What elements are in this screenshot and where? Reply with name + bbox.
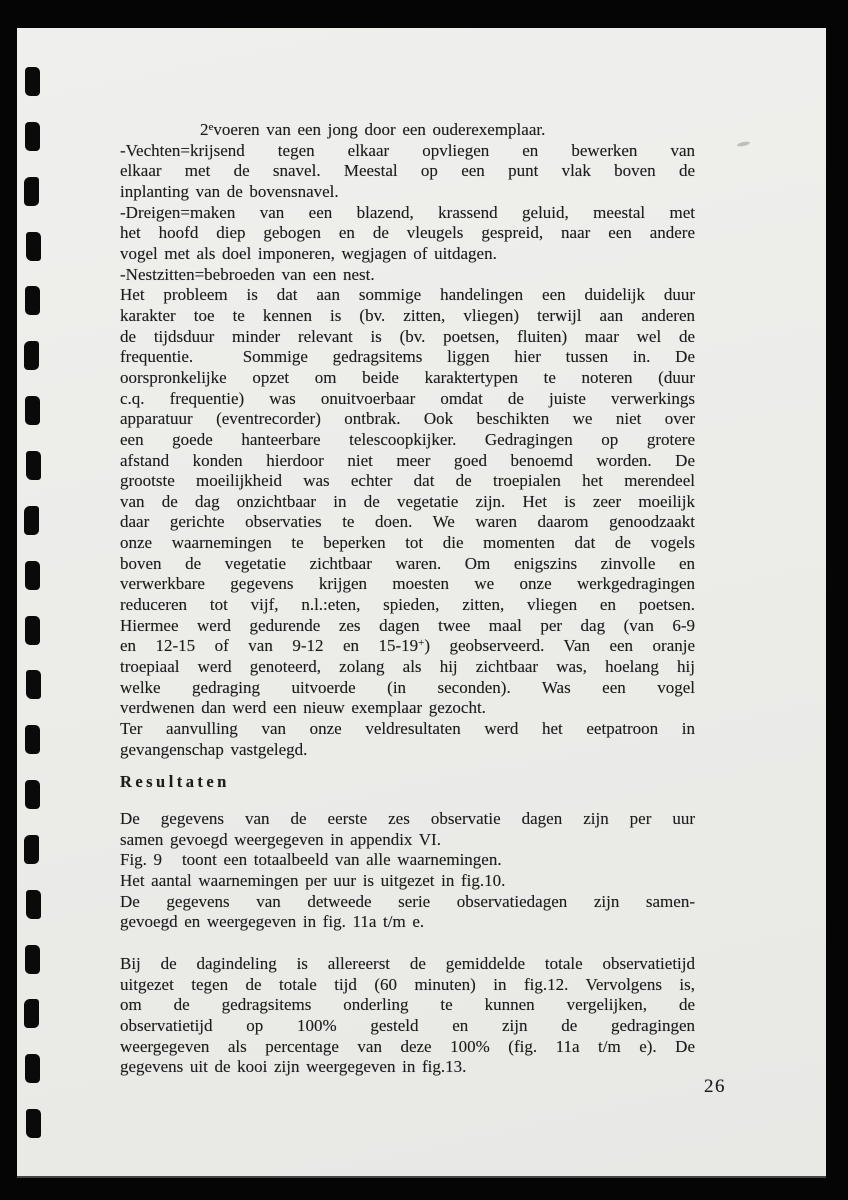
- text-line: apparatuur (eventrecorder) ontbrak. Ook beschikten we niet over: [120, 409, 695, 429]
- text-line: onze waarnemingen te beperken tot die momenten dat de vogels: [120, 533, 695, 553]
- text-line: van de dag onzichtbaar in de vegetatie zijn. Het is zeer moeilijk: [120, 491, 695, 511]
- text-line: -Dreigen=maken van een blazend, krassend geluid, meestal met: [120, 202, 695, 222]
- text-line: frequentie. Sommige gedragsitems liggen hier tussen in. De: [120, 347, 695, 367]
- binding-hole: [25, 725, 40, 754]
- text-line: een goede hanteerbare telescoopkijker. Gedragingen op grotere: [120, 429, 695, 449]
- text-line: vogel met als doel imponeren, wegjagen of uitdagen.: [120, 243, 497, 263]
- binding-hole: [25, 945, 40, 974]
- text-line: de tijdsduur minder relevant is (bv. poetsen, fluiten) maar wel de: [120, 326, 695, 346]
- text-line: karakter toe te kennen is (bv. zitten, vliegen) terwijl aan anderen: [120, 305, 695, 325]
- text-line: oorspronkelijke opzet om beide karaktertypen te noteren (duur: [120, 367, 695, 387]
- text-line: 2evoeren van een jong door een ouderexemplaar.: [200, 120, 546, 139]
- scan-smudge: [737, 141, 750, 147]
- text-line: De gegevens van de eerste zes observatie dagen zijn per uur: [120, 809, 695, 828]
- binding-hole: [26, 670, 41, 699]
- binding-hole: [25, 616, 40, 645]
- text-line: -Vechten=krijsend tegen elkaar opvliegen en bewerken van: [120, 140, 695, 160]
- text-line: reduceren tot vijf, n.l.:eten, spieden, zitten, vliegen en poetsen.: [120, 595, 695, 615]
- text-line: om de gedragsitems onderling te kunnen vergelijken, de: [120, 995, 695, 1015]
- text-line: elkaar met de snavel. Meestal op een punt vlak boven de: [120, 161, 695, 181]
- paragraph: [120, 120, 695, 760]
- binding-hole: [26, 1109, 41, 1138]
- text-line: boven de vegetatie zichtbaar waren. Om enigszins zinvolle en: [120, 553, 695, 573]
- text-line: weergegeven als percentage van deze 100% (fig. 11a t/m e). De: [120, 1036, 695, 1056]
- text-line: Ter aanvulling van onze veldresultaten werd het eetpatroon in: [120, 719, 695, 739]
- text-line: verwerkbare gegevens krijgen moesten we onze werkgedragingen: [120, 574, 695, 594]
- binding-hole: [24, 835, 39, 864]
- text-line: Fig. 9 toont een totaalbeeld van alle waarnemingen.: [120, 850, 502, 870]
- text-line: -Nestzitten=bebroeden van een nest.: [120, 264, 375, 284]
- text-line: observatietijd op 100% gesteld en zijn de gedragingen: [120, 1015, 695, 1035]
- text-line: grootste moeilijkheid was echter dat de troepialen het merendeel: [120, 471, 695, 491]
- paragraph: [120, 954, 695, 1078]
- paragraph: [120, 809, 695, 933]
- text-line: welke gedraging uitvoerde (in seconden). Was een vogel: [120, 677, 695, 697]
- binding-hole: [25, 780, 40, 809]
- text-line: De gegevens van detweede serie observatiedagen zijn samen-: [120, 891, 695, 911]
- text-line: het hoofd diep gebogen en de vleugels gespreid, naar een andere: [120, 223, 695, 243]
- text-line: troepiaal werd genoteerd, zolang als hij zichtbaar was, hoelang hij: [120, 657, 695, 677]
- binding-hole: [26, 890, 41, 919]
- text-line: en 12-15 of van 9-12 en 15-19+) geobserveerd. Van een oranje: [120, 636, 696, 656]
- binding-hole: [26, 451, 41, 480]
- text-line: Hiermee werd gedurende zes dagen twee maal per dag (van 6-9: [120, 615, 695, 635]
- text-line: gevangenschap vastgelegd.: [120, 739, 308, 759]
- binding-hole: [25, 122, 40, 151]
- binding-hole: [25, 67, 40, 96]
- text-line: c.q. frequentie) was onuitvoerbaar omdat de juiste verwerkings: [120, 388, 695, 408]
- text-line: verdwenen dan werd een nieuw exemplaar gezocht.: [120, 698, 486, 718]
- binding-hole: [26, 232, 41, 261]
- text-line: samen gevoegd weergegeven in appendix VI.: [120, 829, 441, 849]
- text-line: gevoegd en weergegeven in fig. 11a t/m e.: [120, 912, 425, 932]
- text-line: Bij de dagindeling is allereerst de gemiddelde totale observatietijd: [120, 953, 695, 973]
- binding-hole: [24, 177, 39, 206]
- document-page: [17, 28, 826, 1176]
- text-line: afstand konden hierdoor niet meer goed benoemd worden. De: [120, 450, 695, 470]
- text-line: Het probleem is dat aan sommige handelingen een duidelijk duur: [120, 285, 695, 305]
- text-content: [120, 120, 695, 1078]
- binding-hole: [25, 396, 40, 425]
- text-line: inplanting van de bovensnavel.: [120, 181, 339, 201]
- section-heading: Resultaten: [120, 772, 230, 792]
- text-line: daar gerichte observaties te doen. We waren daarom genoodzaakt: [120, 512, 695, 532]
- binding-hole: [24, 341, 39, 370]
- binding-hole: [24, 999, 39, 1028]
- text-line: Het aantal waarnemingen per uur is uitgezet in fig.10.: [120, 870, 506, 890]
- binding-hole: [25, 1054, 40, 1083]
- binding-hole: [24, 506, 39, 535]
- text-line: gegevens uit de kooi zijn weergegeven in fig.13.: [120, 1057, 467, 1077]
- binding-hole: [25, 561, 40, 590]
- text-line: uitgezet tegen de totale tijd (60 minuten) in fig.12. Vervolgens is,: [120, 974, 695, 994]
- binding-hole: [25, 286, 40, 315]
- page-number: 26: [704, 1076, 726, 1097]
